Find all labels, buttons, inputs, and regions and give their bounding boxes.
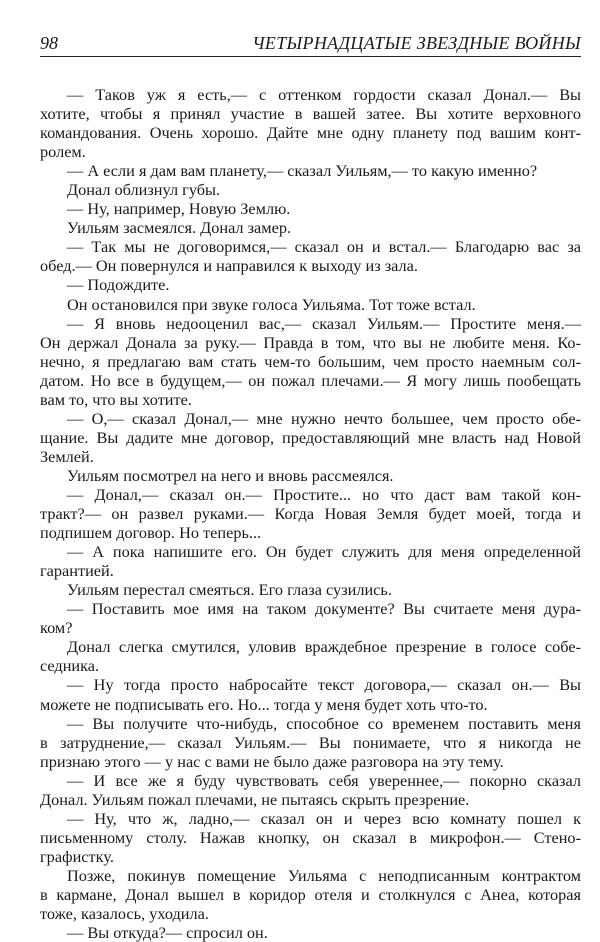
- text-line: тракт?— он развел руками.— Когда Новая Земля будет моей, тогда и: [40, 504, 581, 524]
- text-line: Уильям засмеялся. Донал замер.: [67, 218, 292, 238]
- text-line: щание. Вы дадите мне договор, предоставляющий мне власть над Новой: [40, 427, 581, 447]
- text-line: — Ну, что ж, ладно,— сказал он и через всю комнату пошел к: [67, 808, 581, 828]
- text-line: командования. Очень хорошо. Дайте мне одну планету под вашим конт-: [40, 123, 581, 143]
- page-number: 98: [40, 33, 58, 53]
- paragraph: [40, 161, 581, 180]
- paragraph: [40, 199, 581, 218]
- text-line: — Подождите.: [67, 275, 170, 295]
- paragraph: [40, 466, 581, 485]
- paragraph: [40, 580, 581, 599]
- text-line: — И все же я буду чувствовать себя увереннее,— покорно сказал: [67, 770, 581, 790]
- text-line: ролем.: [40, 142, 86, 162]
- text-line: нечно, я предлагаю вам стать чем-то большим, чем просто наемным сол-: [40, 351, 581, 371]
- text-line: — Так мы не договоримся,— сказал он и встал.— Благодарю вас за: [67, 237, 581, 257]
- paragraph: [40, 637, 581, 675]
- text-line: графистку.: [40, 846, 114, 866]
- running-header: [40, 30, 581, 57]
- text-line: в кармане, Донал вышел в коридор отеля и столкнулся с Анеа, которая: [40, 884, 581, 904]
- page-body-text: [40, 85, 581, 942]
- text-line: — А пока напишите его. Он будет служить для меня определенной: [67, 542, 581, 562]
- paragraph: [40, 85, 581, 161]
- text-line: — Ну тогда просто набросайте текст договора,— сказал он.— Вы: [67, 675, 581, 695]
- text-line: — Вы получите что-нибудь, способное со временем поставить меня: [67, 713, 581, 733]
- text-line: седника.: [40, 656, 100, 676]
- text-line: — А если я дам вам планету,— сказал Уильям,— то какую именно?: [67, 161, 538, 181]
- paragraph: [40, 314, 581, 409]
- text-line: Уильям посмотрел на него и вновь рассмеялся.: [67, 465, 394, 485]
- text-line: — Поставить мое имя на таком документе? Вы считаете меня дура-: [67, 599, 581, 619]
- text-line: Уильям перестал смеяться. Его глаза сузились.: [67, 580, 392, 600]
- text-line: Землей.: [40, 446, 94, 466]
- text-line: в затруднение,— сказал Уильям.— Вы понимаете, что я никогда не: [40, 732, 581, 752]
- text-line: тоже, казалось, уходила.: [40, 904, 209, 924]
- paragraph: [40, 218, 581, 237]
- text-line: хотите, чтобы я принял участие в вашей затее. Вы хотите верховного: [40, 104, 581, 124]
- paragraph: [40, 675, 581, 713]
- paragraph: [40, 923, 581, 942]
- text-line: Донал слегка смутился, уловив враждебное презрение в голосе собе-: [67, 637, 581, 657]
- paragraph: [40, 295, 581, 314]
- text-line: — Донал,— сказал он.— Простите... но что даст вам такой кон-: [67, 484, 581, 504]
- paragraph: [40, 275, 581, 294]
- paragraph: [40, 409, 581, 466]
- text-line: письменному столу. Нажав кнопку, он сказал в микрофон.— Стено-: [40, 827, 581, 847]
- text-line: подпишем договор. Но теперь...: [40, 523, 262, 543]
- text-line: можете не подписывать его. Но... тогда у меня будет хоть что-то.: [40, 694, 488, 714]
- text-line: обед.— Он повернулся и направился к выходу из зала.: [40, 256, 418, 276]
- text-line: — О,— сказал Донал,— мне нужно нечто большее, чем просто обе-: [67, 408, 581, 428]
- paragraph: [40, 542, 581, 580]
- running-title: ЧЕТЫРНАДЦАТЫЕ ЗВЕЗДНЫЕ ВОЙНЫ: [252, 33, 581, 53]
- text-line: — Вы откуда?— спросил он.: [67, 923, 268, 942]
- paragraph: [40, 866, 581, 923]
- text-line: Донал облизнул губы.: [67, 180, 221, 200]
- text-line: вам то, что вы хотите.: [40, 389, 192, 409]
- text-line: гарантией.: [40, 561, 114, 581]
- text-line: — Ну, например, Новую Землю.: [67, 199, 291, 219]
- text-line: Позже, покинув помещение Уильяма с неподписанным контрактом: [67, 865, 581, 885]
- text-line: Он остановился при звуке голоса Уильяма. Тот тоже встал.: [67, 294, 476, 314]
- text-line: — Таков уж я есть,— с оттенком гордости сказал Донал.— Вы: [67, 85, 581, 104]
- paragraph: [40, 714, 581, 771]
- text-line: ком?: [40, 618, 73, 638]
- paragraph: [40, 485, 581, 542]
- paragraph: [40, 599, 581, 637]
- paragraph: [40, 237, 581, 275]
- paragraph: [40, 809, 581, 866]
- text-line: Донал. Уильям пожал плечами, не пытаясь скрыть презрение.: [40, 789, 470, 809]
- text-line: признаю этого — у нас с вами не было даже разговора на эту тему.: [40, 751, 504, 771]
- text-line: Он держал Донала за руку.— Правда в том, что вы не любите меня. Ко-: [40, 332, 581, 352]
- paragraph: [40, 771, 581, 809]
- text-line: датом. Но все в будущем,— он пожал плечами.— Я могу лишь пообещать: [40, 370, 581, 390]
- paragraph: [40, 180, 581, 199]
- text-line: — Я вновь недооценил вас,— сказал Уильям.— Простите меня.—: [67, 313, 581, 333]
